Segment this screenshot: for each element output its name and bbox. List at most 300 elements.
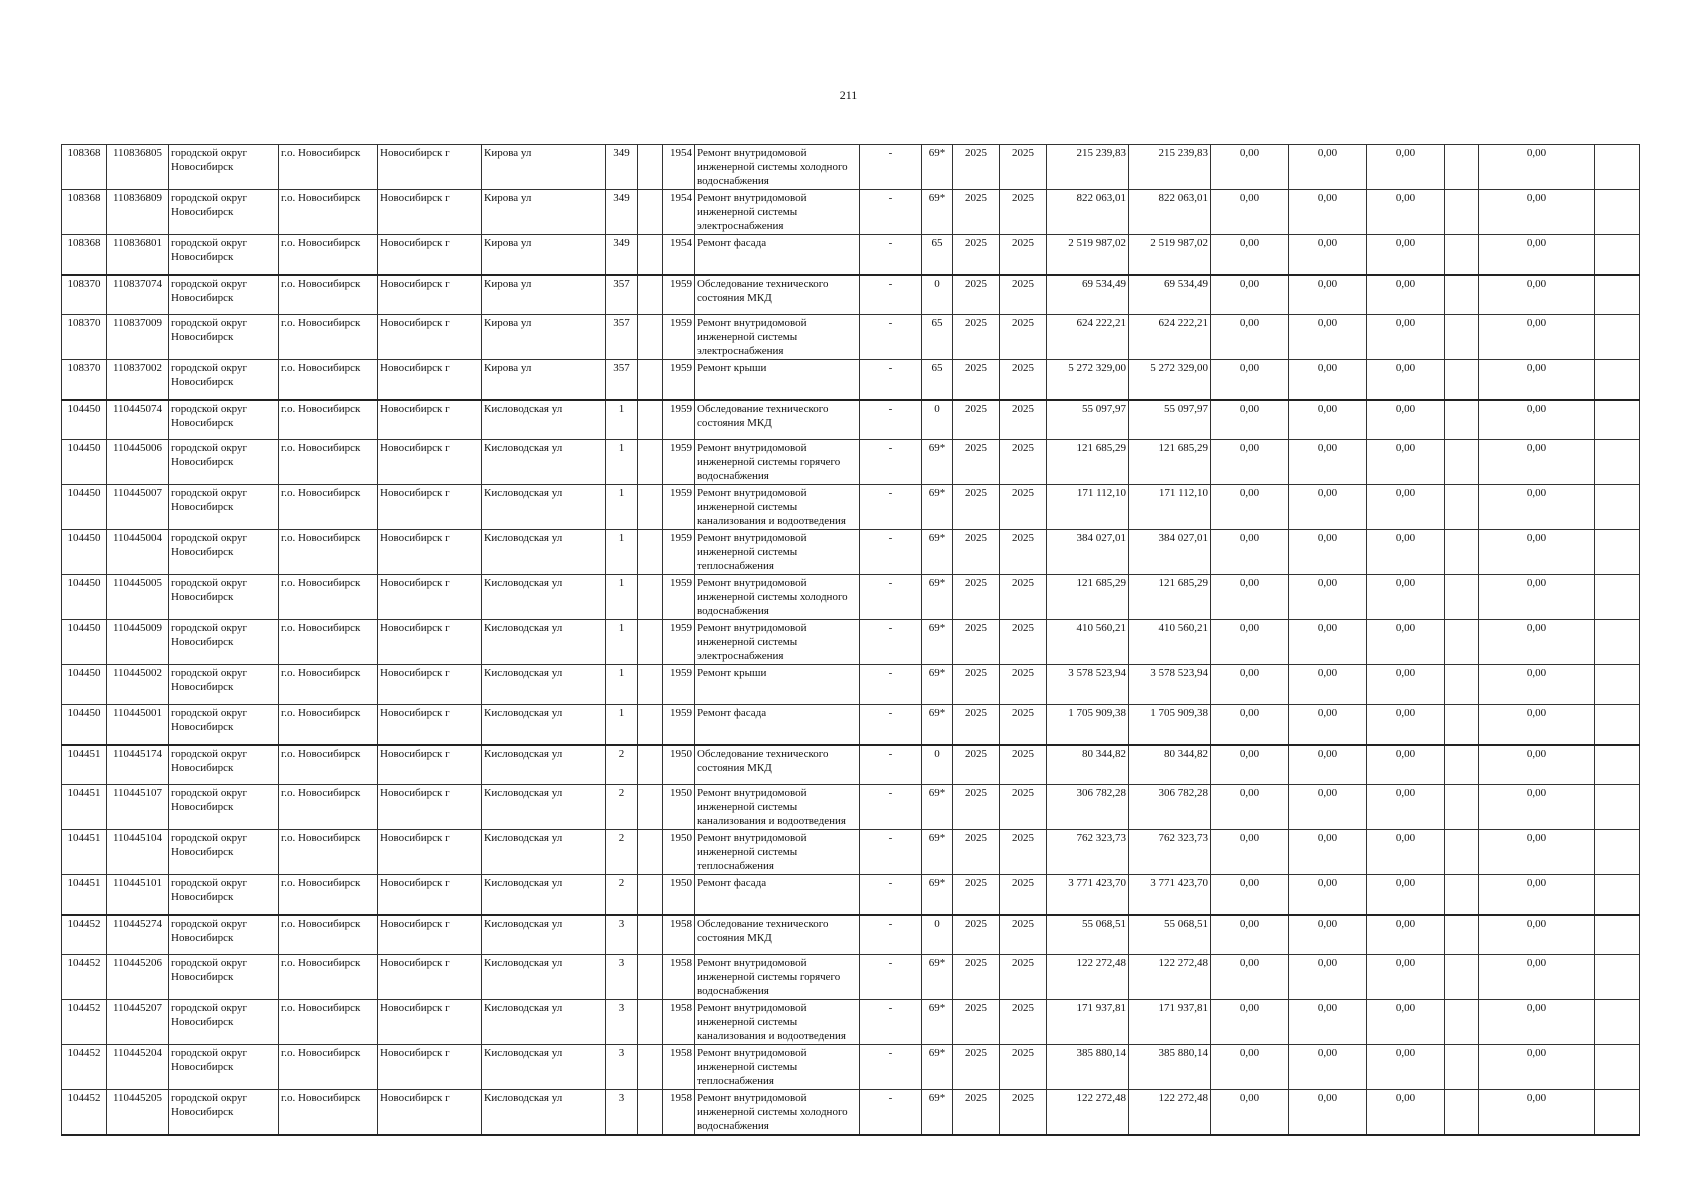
cell-budget-regional: 0,00 bbox=[1289, 665, 1367, 705]
cell-city: Новосибирск г bbox=[378, 955, 482, 1000]
cell-empty-col-last bbox=[1595, 830, 1640, 875]
cell-dash: - bbox=[860, 875, 922, 915]
cell-work-id: 110836801 bbox=[107, 235, 169, 275]
cell-total-cost: 385 880,14 bbox=[1047, 1045, 1129, 1090]
cell-fund-cost: 69 534,49 bbox=[1129, 275, 1211, 315]
cell-street: Кисловодская ул bbox=[482, 1000, 606, 1045]
cell-district: г.о. Новосибирск bbox=[279, 915, 378, 955]
cell-budget-federal: 0,00 bbox=[1211, 235, 1289, 275]
cell-plan-year-end: 2025 bbox=[1000, 745, 1047, 785]
cell-plan-year-start: 2025 bbox=[953, 875, 1000, 915]
table-row bbox=[62, 530, 1640, 575]
cell-empty-col bbox=[1445, 830, 1479, 875]
cell-empty-col-last bbox=[1595, 1090, 1640, 1136]
table-row bbox=[62, 145, 1640, 190]
cell-plan-year-start: 2025 bbox=[953, 1000, 1000, 1045]
cell-dash: - bbox=[860, 485, 922, 530]
cell-total-cost: 1 705 909,38 bbox=[1047, 705, 1129, 745]
cell-work-type: Ремонт внутридомовой инженерной системы канализования и водоотведения bbox=[695, 785, 860, 830]
cell-street: Кисловодская ул bbox=[482, 530, 606, 575]
cell-plan-year-end: 2025 bbox=[1000, 1045, 1047, 1090]
cell-dash: - bbox=[860, 665, 922, 705]
cell-wear-percent: 65 bbox=[922, 360, 953, 400]
cell-house-number: 1 bbox=[606, 485, 638, 530]
cell-building bbox=[638, 440, 663, 485]
cell-city: Новосибирск г bbox=[378, 1090, 482, 1136]
cell-total-cost: 55 097,97 bbox=[1047, 400, 1129, 440]
cell-empty-col-last bbox=[1595, 275, 1640, 315]
cell-plan-year-end: 2025 bbox=[1000, 830, 1047, 875]
cell-district: г.о. Новосибирск bbox=[279, 620, 378, 665]
cell-budget-local: 0,00 bbox=[1367, 360, 1445, 400]
cell-dash: - bbox=[860, 190, 922, 235]
table-row bbox=[62, 400, 1640, 440]
cell-work-type: Ремонт внутридомовой инженерной системы холодного водоснабжения bbox=[695, 575, 860, 620]
cell-plan-year-end: 2025 bbox=[1000, 440, 1047, 485]
cell-total-cost: 121 685,29 bbox=[1047, 575, 1129, 620]
cell-work-type: Обследование технического состояния МКД bbox=[695, 745, 860, 785]
cell-street: Кисловодская ул bbox=[482, 1045, 606, 1090]
cell-budget-local: 0,00 bbox=[1367, 705, 1445, 745]
cell-fund-cost: 1 705 909,38 bbox=[1129, 705, 1211, 745]
cell-work-id: 110836809 bbox=[107, 190, 169, 235]
cell-budget-federal: 0,00 bbox=[1211, 575, 1289, 620]
cell-owners-funds: 0,00 bbox=[1479, 745, 1595, 785]
cell-budget-federal: 0,00 bbox=[1211, 1000, 1289, 1045]
cell-dash: - bbox=[860, 1045, 922, 1090]
cell-city: Новосибирск г bbox=[378, 485, 482, 530]
cell-building bbox=[638, 955, 663, 1000]
cell-work-type: Ремонт внутридомовой инженерной системы холодного водоснабжения bbox=[695, 1090, 860, 1136]
cell-budget-regional: 0,00 bbox=[1289, 440, 1367, 485]
table-row bbox=[62, 915, 1640, 955]
cell-work-type: Ремонт фасада bbox=[695, 705, 860, 745]
cell-fund-cost: 306 782,28 bbox=[1129, 785, 1211, 830]
cell-dash: - bbox=[860, 400, 922, 440]
cell-street: Кисловодская ул bbox=[482, 665, 606, 705]
cell-fund-cost: 3 771 423,70 bbox=[1129, 875, 1211, 915]
cell-empty-col bbox=[1445, 235, 1479, 275]
cell-budget-regional: 0,00 bbox=[1289, 530, 1367, 575]
cell-municipality: городской округ Новосибирск bbox=[169, 275, 279, 315]
cell-total-cost: 624 222,21 bbox=[1047, 315, 1129, 360]
cell-municipality: городской округ Новосибирск bbox=[169, 1000, 279, 1045]
cell-house-id: 104450 bbox=[62, 400, 107, 440]
table-row bbox=[62, 875, 1640, 915]
cell-plan-year-start: 2025 bbox=[953, 315, 1000, 360]
cell-total-cost: 3 771 423,70 bbox=[1047, 875, 1129, 915]
cell-plan-year-start: 2025 bbox=[953, 190, 1000, 235]
cell-work-type: Ремонт фасада bbox=[695, 235, 860, 275]
cell-empty-col bbox=[1445, 915, 1479, 955]
cell-dash: - bbox=[860, 915, 922, 955]
cell-plan-year-start: 2025 bbox=[953, 1045, 1000, 1090]
cell-budget-regional: 0,00 bbox=[1289, 400, 1367, 440]
cell-city: Новосибирск г bbox=[378, 705, 482, 745]
cell-city: Новосибирск г bbox=[378, 400, 482, 440]
cell-budget-federal: 0,00 bbox=[1211, 400, 1289, 440]
cell-owners-funds: 0,00 bbox=[1479, 235, 1595, 275]
table-row bbox=[62, 485, 1640, 530]
cell-house-number: 2 bbox=[606, 745, 638, 785]
cell-wear-percent: 65 bbox=[922, 315, 953, 360]
cell-owners-funds: 0,00 bbox=[1479, 575, 1595, 620]
cell-work-type: Ремонт внутридомовой инженерной системы электроснабжения bbox=[695, 620, 860, 665]
cell-dash: - bbox=[860, 620, 922, 665]
table-body bbox=[62, 145, 1640, 1136]
cell-total-cost: 822 063,01 bbox=[1047, 190, 1129, 235]
cell-house-id: 104451 bbox=[62, 785, 107, 830]
cell-budget-local: 0,00 bbox=[1367, 275, 1445, 315]
table-row bbox=[62, 745, 1640, 785]
cell-budget-local: 0,00 bbox=[1367, 955, 1445, 1000]
cell-district: г.о. Новосибирск bbox=[279, 400, 378, 440]
cell-build-year: 1958 bbox=[663, 955, 695, 1000]
cell-budget-regional: 0,00 bbox=[1289, 785, 1367, 830]
cell-fund-cost: 822 063,01 bbox=[1129, 190, 1211, 235]
cell-empty-col bbox=[1445, 315, 1479, 360]
cell-build-year: 1950 bbox=[663, 875, 695, 915]
cell-city: Новосибирск г bbox=[378, 1045, 482, 1090]
cell-budget-local: 0,00 bbox=[1367, 440, 1445, 485]
cell-empty-col bbox=[1445, 485, 1479, 530]
cell-budget-local: 0,00 bbox=[1367, 915, 1445, 955]
cell-fund-cost: 3 578 523,94 bbox=[1129, 665, 1211, 705]
cell-municipality: городской округ Новосибирск bbox=[169, 1045, 279, 1090]
cell-dash: - bbox=[860, 955, 922, 1000]
cell-fund-cost: 121 685,29 bbox=[1129, 575, 1211, 620]
cell-plan-year-start: 2025 bbox=[953, 915, 1000, 955]
cell-empty-col bbox=[1445, 275, 1479, 315]
cell-budget-regional: 0,00 bbox=[1289, 190, 1367, 235]
cell-build-year: 1959 bbox=[663, 360, 695, 400]
cell-budget-local: 0,00 bbox=[1367, 485, 1445, 530]
cell-work-id: 110445074 bbox=[107, 400, 169, 440]
cell-budget-regional: 0,00 bbox=[1289, 830, 1367, 875]
cell-wear-percent: 69* bbox=[922, 190, 953, 235]
cell-budget-federal: 0,00 bbox=[1211, 1045, 1289, 1090]
cell-city: Новосибирск г bbox=[378, 1000, 482, 1045]
cell-house-id: 104450 bbox=[62, 530, 107, 575]
cell-wear-percent: 69* bbox=[922, 485, 953, 530]
cell-empty-col bbox=[1445, 190, 1479, 235]
table-row bbox=[62, 440, 1640, 485]
cell-owners-funds: 0,00 bbox=[1479, 485, 1595, 530]
cell-plan-year-end: 2025 bbox=[1000, 400, 1047, 440]
table-row bbox=[62, 275, 1640, 315]
cell-wear-percent: 69* bbox=[922, 955, 953, 1000]
cell-municipality: городской округ Новосибирск bbox=[169, 665, 279, 705]
cell-work-id: 110445005 bbox=[107, 575, 169, 620]
cell-budget-federal: 0,00 bbox=[1211, 530, 1289, 575]
cell-plan-year-end: 2025 bbox=[1000, 620, 1047, 665]
cell-total-cost: 55 068,51 bbox=[1047, 915, 1129, 955]
cell-building bbox=[638, 620, 663, 665]
cell-budget-regional: 0,00 bbox=[1289, 360, 1367, 400]
cell-plan-year-start: 2025 bbox=[953, 575, 1000, 620]
cell-fund-cost: 80 344,82 bbox=[1129, 745, 1211, 785]
cell-plan-year-start: 2025 bbox=[953, 275, 1000, 315]
cell-empty-col bbox=[1445, 620, 1479, 665]
cell-empty-col bbox=[1445, 705, 1479, 745]
cell-empty-col-last bbox=[1595, 315, 1640, 360]
cell-dash: - bbox=[860, 705, 922, 745]
cell-municipality: городской округ Новосибирск bbox=[169, 875, 279, 915]
cell-city: Новосибирск г bbox=[378, 830, 482, 875]
cell-wear-percent: 69* bbox=[922, 440, 953, 485]
cell-budget-regional: 0,00 bbox=[1289, 485, 1367, 530]
cell-build-year: 1959 bbox=[663, 275, 695, 315]
cell-district: г.о. Новосибирск bbox=[279, 1045, 378, 1090]
cell-budget-federal: 0,00 bbox=[1211, 1090, 1289, 1136]
cell-budget-federal: 0,00 bbox=[1211, 440, 1289, 485]
cell-city: Новосибирск г bbox=[378, 665, 482, 705]
cell-budget-local: 0,00 bbox=[1367, 1000, 1445, 1045]
cell-empty-col-last bbox=[1595, 1000, 1640, 1045]
cell-budget-local: 0,00 bbox=[1367, 620, 1445, 665]
cell-building bbox=[638, 575, 663, 620]
cell-work-id: 110445206 bbox=[107, 955, 169, 1000]
cell-district: г.о. Новосибирск bbox=[279, 745, 378, 785]
cell-empty-col bbox=[1445, 1090, 1479, 1136]
cell-budget-federal: 0,00 bbox=[1211, 145, 1289, 190]
table-row bbox=[62, 315, 1640, 360]
cell-budget-federal: 0,00 bbox=[1211, 360, 1289, 400]
cell-district: г.о. Новосибирск bbox=[279, 665, 378, 705]
cell-plan-year-start: 2025 bbox=[953, 620, 1000, 665]
cell-plan-year-start: 2025 bbox=[953, 745, 1000, 785]
cell-empty-col-last bbox=[1595, 575, 1640, 620]
cell-owners-funds: 0,00 bbox=[1479, 665, 1595, 705]
cell-budget-local: 0,00 bbox=[1367, 315, 1445, 360]
cell-house-id: 108368 bbox=[62, 235, 107, 275]
cell-city: Новосибирск г bbox=[378, 360, 482, 400]
cell-work-id: 110445002 bbox=[107, 665, 169, 705]
cell-budget-local: 0,00 bbox=[1367, 745, 1445, 785]
cell-budget-local: 0,00 bbox=[1367, 145, 1445, 190]
cell-total-cost: 762 323,73 bbox=[1047, 830, 1129, 875]
cell-building bbox=[638, 1090, 663, 1136]
cell-municipality: городской округ Новосибирск bbox=[169, 440, 279, 485]
cell-fund-cost: 385 880,14 bbox=[1129, 1045, 1211, 1090]
cell-city: Новосибирск г bbox=[378, 235, 482, 275]
cell-build-year: 1959 bbox=[663, 620, 695, 665]
cell-budget-regional: 0,00 bbox=[1289, 745, 1367, 785]
table-row bbox=[62, 190, 1640, 235]
cell-street: Кисловодская ул bbox=[482, 875, 606, 915]
cell-empty-col-last bbox=[1595, 1045, 1640, 1090]
cell-total-cost: 2 519 987,02 bbox=[1047, 235, 1129, 275]
cell-municipality: городской округ Новосибирск bbox=[169, 485, 279, 530]
cell-work-type: Ремонт внутридомовой инженерной системы теплоснабжения bbox=[695, 830, 860, 875]
cell-city: Новосибирск г bbox=[378, 745, 482, 785]
cell-city: Новосибирск г bbox=[378, 190, 482, 235]
cell-work-id: 110445101 bbox=[107, 875, 169, 915]
cell-building bbox=[638, 145, 663, 190]
cell-street: Кисловодская ул bbox=[482, 955, 606, 1000]
cell-dash: - bbox=[860, 315, 922, 360]
cell-street: Кирова ул bbox=[482, 145, 606, 190]
cell-budget-local: 0,00 bbox=[1367, 1045, 1445, 1090]
cell-build-year: 1959 bbox=[663, 400, 695, 440]
cell-plan-year-end: 2025 bbox=[1000, 665, 1047, 705]
cell-budget-federal: 0,00 bbox=[1211, 620, 1289, 665]
cell-build-year: 1958 bbox=[663, 1000, 695, 1045]
cell-empty-col-last bbox=[1595, 955, 1640, 1000]
cell-build-year: 1959 bbox=[663, 315, 695, 360]
cell-work-id: 110445207 bbox=[107, 1000, 169, 1045]
cell-work-id: 110445204 bbox=[107, 1045, 169, 1090]
cell-municipality: городской округ Новосибирск bbox=[169, 1090, 279, 1136]
table-row bbox=[62, 1090, 1640, 1136]
cell-wear-percent: 69* bbox=[922, 1090, 953, 1136]
cell-work-type: Ремонт внутридомовой инженерной системы горячего водоснабжения bbox=[695, 955, 860, 1000]
cell-owners-funds: 0,00 bbox=[1479, 1090, 1595, 1136]
cell-total-cost: 3 578 523,94 bbox=[1047, 665, 1129, 705]
cell-fund-cost: 5 272 329,00 bbox=[1129, 360, 1211, 400]
cell-empty-col-last bbox=[1595, 530, 1640, 575]
cell-district: г.о. Новосибирск bbox=[279, 440, 378, 485]
cell-empty-col bbox=[1445, 1045, 1479, 1090]
cell-house-id: 104450 bbox=[62, 440, 107, 485]
cell-plan-year-start: 2025 bbox=[953, 400, 1000, 440]
cell-house-number: 2 bbox=[606, 875, 638, 915]
cell-district: г.о. Новосибирск bbox=[279, 1000, 378, 1045]
cell-city: Новосибирск г bbox=[378, 785, 482, 830]
cell-house-number: 2 bbox=[606, 785, 638, 830]
cell-work-id: 110445007 bbox=[107, 485, 169, 530]
cell-build-year: 1950 bbox=[663, 745, 695, 785]
cell-budget-local: 0,00 bbox=[1367, 400, 1445, 440]
cell-house-id: 104452 bbox=[62, 1000, 107, 1045]
cell-work-type: Ремонт внутридомовой инженерной системы теплоснабжения bbox=[695, 530, 860, 575]
cell-building bbox=[638, 1000, 663, 1045]
cell-empty-col bbox=[1445, 360, 1479, 400]
cell-work-type: Обследование технического состояния МКД bbox=[695, 915, 860, 955]
cell-work-type: Ремонт внутридомовой инженерной системы канализования и водоотведения bbox=[695, 485, 860, 530]
cell-municipality: городской округ Новосибирск bbox=[169, 145, 279, 190]
cell-dash: - bbox=[860, 830, 922, 875]
cell-building bbox=[638, 665, 663, 705]
cell-budget-local: 0,00 bbox=[1367, 785, 1445, 830]
cell-district: г.о. Новосибирск bbox=[279, 785, 378, 830]
cell-budget-regional: 0,00 bbox=[1289, 620, 1367, 665]
cell-street: Кисловодская ул bbox=[482, 575, 606, 620]
cell-house-number: 1 bbox=[606, 440, 638, 485]
cell-district: г.о. Новосибирск bbox=[279, 705, 378, 745]
cell-budget-federal: 0,00 bbox=[1211, 315, 1289, 360]
cell-municipality: городской округ Новосибирск bbox=[169, 915, 279, 955]
cell-fund-cost: 384 027,01 bbox=[1129, 530, 1211, 575]
cell-budget-local: 0,00 bbox=[1367, 235, 1445, 275]
cell-wear-percent: 69* bbox=[922, 575, 953, 620]
cell-build-year: 1959 bbox=[663, 530, 695, 575]
cell-total-cost: 306 782,28 bbox=[1047, 785, 1129, 830]
cell-budget-federal: 0,00 bbox=[1211, 875, 1289, 915]
cell-total-cost: 80 344,82 bbox=[1047, 745, 1129, 785]
cell-budget-local: 0,00 bbox=[1367, 875, 1445, 915]
cell-house-number: 3 bbox=[606, 915, 638, 955]
cell-plan-year-end: 2025 bbox=[1000, 530, 1047, 575]
cell-budget-federal: 0,00 bbox=[1211, 915, 1289, 955]
cell-plan-year-start: 2025 bbox=[953, 785, 1000, 830]
cell-house-id: 108370 bbox=[62, 360, 107, 400]
cell-fund-cost: 122 272,48 bbox=[1129, 955, 1211, 1000]
cell-building bbox=[638, 400, 663, 440]
cell-work-id: 110445009 bbox=[107, 620, 169, 665]
cell-empty-col-last bbox=[1595, 915, 1640, 955]
cell-house-id: 104451 bbox=[62, 745, 107, 785]
cell-plan-year-end: 2025 bbox=[1000, 275, 1047, 315]
cell-work-id: 110837009 bbox=[107, 315, 169, 360]
table-row bbox=[62, 1045, 1640, 1090]
cell-plan-year-end: 2025 bbox=[1000, 485, 1047, 530]
table-wrapper bbox=[61, 144, 1640, 1136]
cell-dash: - bbox=[860, 360, 922, 400]
cell-wear-percent: 69* bbox=[922, 1045, 953, 1090]
cell-fund-cost: 624 222,21 bbox=[1129, 315, 1211, 360]
cell-house-number: 357 bbox=[606, 315, 638, 360]
cell-work-type: Ремонт внутридомовой инженерной системы горячего водоснабжения bbox=[695, 440, 860, 485]
cell-fund-cost: 762 323,73 bbox=[1129, 830, 1211, 875]
cell-house-id: 108368 bbox=[62, 145, 107, 190]
cell-owners-funds: 0,00 bbox=[1479, 955, 1595, 1000]
cell-house-number: 1 bbox=[606, 620, 638, 665]
cell-district: г.о. Новосибирск bbox=[279, 145, 378, 190]
cell-street: Кисловодская ул bbox=[482, 705, 606, 745]
cell-house-number: 1 bbox=[606, 575, 638, 620]
cell-empty-col bbox=[1445, 665, 1479, 705]
cell-work-id: 110837074 bbox=[107, 275, 169, 315]
cell-fund-cost: 410 560,21 bbox=[1129, 620, 1211, 665]
cell-build-year: 1959 bbox=[663, 485, 695, 530]
cell-house-id: 104452 bbox=[62, 1090, 107, 1136]
cell-street: Кисловодская ул bbox=[482, 745, 606, 785]
cell-owners-funds: 0,00 bbox=[1479, 705, 1595, 745]
cell-city: Новосибирск г bbox=[378, 530, 482, 575]
cell-municipality: городской округ Новосибирск bbox=[169, 575, 279, 620]
cell-build-year: 1950 bbox=[663, 785, 695, 830]
cell-plan-year-start: 2025 bbox=[953, 145, 1000, 190]
cell-dash: - bbox=[860, 745, 922, 785]
cell-budget-regional: 0,00 bbox=[1289, 705, 1367, 745]
cell-municipality: городской округ Новосибирск bbox=[169, 400, 279, 440]
cell-work-type: Ремонт крыши bbox=[695, 665, 860, 705]
cell-work-type: Ремонт внутридомовой инженерной системы электроснабжения bbox=[695, 315, 860, 360]
cell-city: Новосибирск г bbox=[378, 275, 482, 315]
cell-empty-col-last bbox=[1595, 620, 1640, 665]
cell-district: г.о. Новосибирск bbox=[279, 275, 378, 315]
cell-budget-federal: 0,00 bbox=[1211, 705, 1289, 745]
cell-dash: - bbox=[860, 235, 922, 275]
cell-owners-funds: 0,00 bbox=[1479, 145, 1595, 190]
cell-budget-regional: 0,00 bbox=[1289, 275, 1367, 315]
table-row bbox=[62, 360, 1640, 400]
cell-owners-funds: 0,00 bbox=[1479, 400, 1595, 440]
cell-house-number: 3 bbox=[606, 1090, 638, 1136]
table-row bbox=[62, 575, 1640, 620]
cell-fund-cost: 171 937,81 bbox=[1129, 1000, 1211, 1045]
cell-district: г.о. Новосибирск bbox=[279, 360, 378, 400]
cell-street: Кирова ул bbox=[482, 315, 606, 360]
cell-wear-percent: 69* bbox=[922, 705, 953, 745]
cell-building bbox=[638, 485, 663, 530]
cell-municipality: городской округ Новосибирск bbox=[169, 830, 279, 875]
cell-work-type: Ремонт внутридомовой инженерной системы теплоснабжения bbox=[695, 1045, 860, 1090]
cell-budget-regional: 0,00 bbox=[1289, 955, 1367, 1000]
cell-work-type: Ремонт внутридомовой инженерной системы канализования и водоотведения bbox=[695, 1000, 860, 1045]
cell-wear-percent: 0 bbox=[922, 915, 953, 955]
